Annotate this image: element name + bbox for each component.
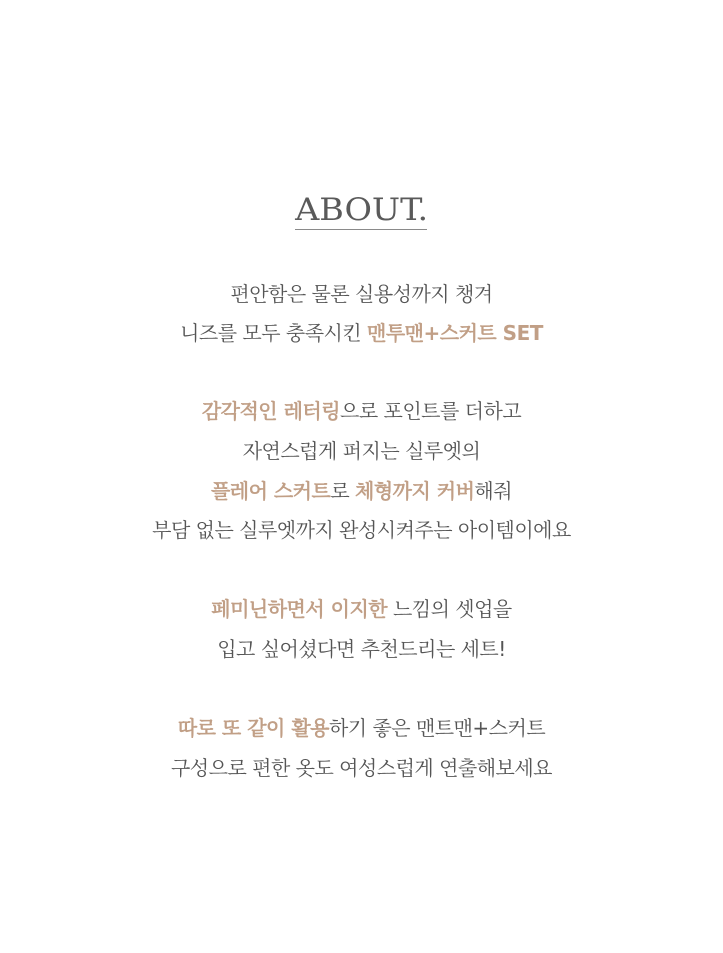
description-line	[0, 754, 723, 782]
description-line	[0, 477, 723, 505]
text-segment: 자연스럽게 퍼지는 실루엣의	[242, 439, 481, 463]
text-segment: 으로 포인트를 더하고	[340, 399, 522, 423]
text-segment: 편안함은 물론 실용성까지 챙겨	[230, 282, 493, 306]
description-line	[0, 516, 723, 544]
description-line	[0, 437, 723, 465]
description-line	[0, 714, 723, 742]
heading-underline	[295, 229, 427, 230]
highlight-text: 따로 또 같이 활용	[177, 716, 329, 740]
about-heading-text: ABOUT.	[294, 192, 429, 228]
description-line	[0, 319, 723, 347]
highlight-text: 페미닌하면서 이지한	[211, 597, 388, 621]
text-segment: 부담 없는 실루엣까지 완성시켜주는 아이템이에요	[152, 518, 571, 542]
description-line	[0, 397, 723, 425]
text-segment: 로	[330, 479, 356, 503]
highlight-text: 체형까지 커버	[355, 479, 475, 503]
text-segment: 입고 싶어셨다면 추천드리는 세트!	[217, 637, 506, 661]
description-line	[0, 280, 723, 308]
text-segment: 니즈를 모두 충족시킨	[180, 321, 368, 345]
text-segment: 구성으로 편한 옷도 여성스럽게 연출해보세요	[170, 756, 552, 780]
about-heading	[0, 192, 723, 230]
highlight-text: 맨투맨+스커트 SET	[367, 321, 543, 345]
description-line	[0, 635, 723, 663]
text-segment: 해줘	[474, 479, 513, 503]
highlight-text: 플레어 스커트	[210, 479, 331, 503]
text-segment: 하기 좋은 맨트맨+스커트	[328, 716, 546, 740]
text-segment: 느낌의 셋업을	[387, 597, 512, 621]
description-line	[0, 595, 723, 623]
highlight-text: 감각적인 레터링	[201, 399, 341, 423]
